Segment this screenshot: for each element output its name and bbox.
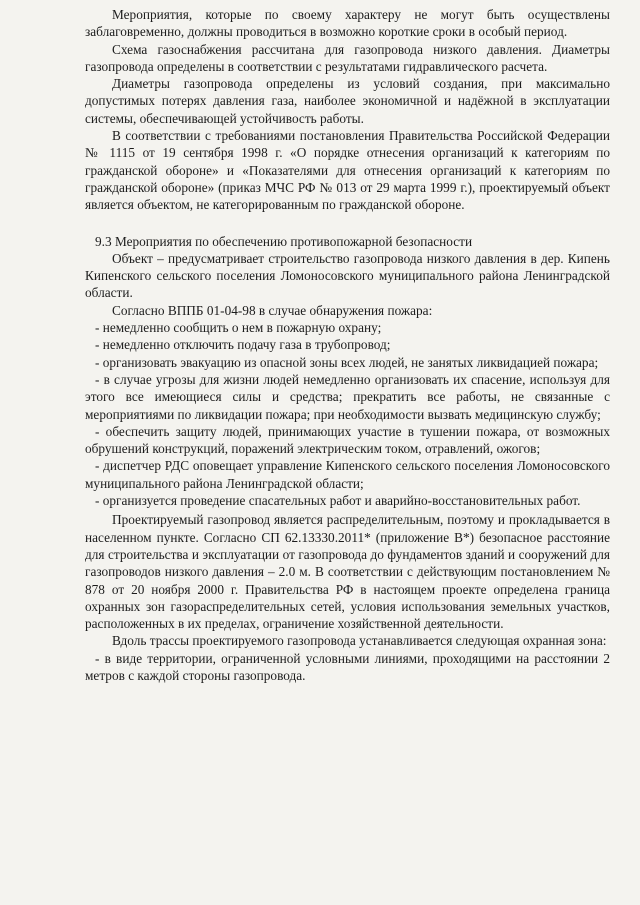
list-item: - в виде территории, ограниченной условными линиями, проходящими на расстоянии 2 метров с каждой стороны газопровода. [85,650,610,683]
list-item: - обеспечить защиту людей, принимающих участие в тушении пожара, от возможных обрушений конструкций, поражений электрическим током, отравлений, ожогов; [85,423,610,457]
list-item: - организуется проведение спасательных работ и аварийно-восстановительных работ. [95,493,581,509]
paragraph: В соответствии с требованиями постановления Правительства Российской Федерации № 1115 от 19 сентября 1998 г. «О порядке отнесения организаций к категориям по гражданской обороне» и «Показателями для отнесения организаций к категориям по гражданской обороне» (приказ МЧС РФ № 013 от 29 марта 1999 г.), проектируемый объект является объектом, не категорированным по гражданской обороне. [85,128,610,213]
list-item: - немедленно сообщить о нем в пожарную охрану; [95,320,382,336]
list-item: - организовать эвакуацию из опасной зоны всех людей, не занятых ликвидацией пожара; [95,354,599,370]
list-item: - диспетчер РДС оповещает управление Кипенского сельского поселения Ломоносовского муниципального района Ленинградской области; [85,458,610,491]
paragraph: Согласно ВППБ 01-04-98 в случае обнаружения пожара: [112,302,433,318]
paragraph: Проектируемый газопровод является распределительным, поэтому и прокладывается в населенном пункте. Согласно СП 62.13330.2011* (приложение В*) безопасное расстояние для строительства и эксплуатации от газопровода до фундаментов зданий и сооружений для газопроводов низкого давления – 2.0 м. В соответствии с действующим постановлением № 878 от 20 ноября 2000 г. Правительства РФ в настоящем проекте определена граница охранных зон газораспределительных сетей, условия использования земельных участков, расположенных в их пределах, ограничение хозяйственной деятельности. [85,512,610,632]
paragraph: Объект – предусматривает строительство газопровода низкого давления в дер. Кипень Кипенского сельского поселения Ломоносовского муниципального района Ленинградской области. [85,250,610,301]
paragraph: Диаметры газопровода определены из условий создания, при максимально допустимых потерях давления газа, наиболее экономичной и надёжной в эксплуатации системы, обеспечивающей устойчивость работы. [85,76,610,126]
list-item: - в случае угрозы для жизни людей немедленно организовать их спасение, используя для этого все имеющиеся силы и средства; прекратить все работы, не связанные с мероприятиями по ликвидации пожара; при необходимости вызвать медицинскую службу; [85,371,610,422]
list-item: - немедленно отключить подачу газа в трубопровод; [95,337,391,353]
paragraph: Мероприятия, которые по своему характеру не могут быть осуществлены заблаговременно, должны проводиться в возможно короткие сроки в особый период. [85,7,610,40]
section-heading: 9.3 Мероприятия по обеспечению противопожарной безопасности [95,233,473,249]
paragraph: Вдоль трассы проектируемого газопровода устанавливается следующая охранная зона: [112,633,607,649]
paragraph: Схема газоснабжения рассчитана для газопровода низкого давления. Диаметры газопровода определены в соответствии с результатами гидравлического расчета. [85,41,610,74]
